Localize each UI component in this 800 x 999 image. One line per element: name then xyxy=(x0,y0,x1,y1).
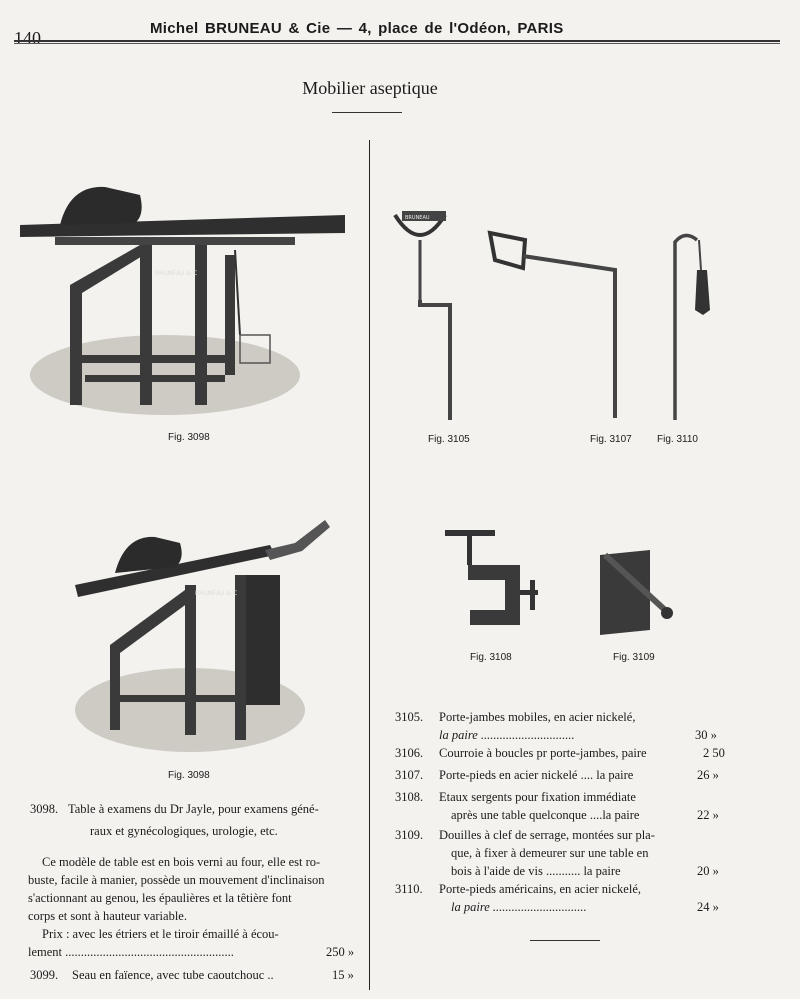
exam-table-illustration-bottom xyxy=(70,515,330,760)
item-price: 22 » xyxy=(697,808,719,822)
socket-illustration xyxy=(595,545,685,640)
item-number: 3107. xyxy=(395,768,424,782)
fig-label-3110: Fig. 3110 xyxy=(657,434,698,445)
item-line1: Porte-pieds en acier nickelé .... la paire xyxy=(439,768,634,782)
item-line1: Porte-pieds américains, en acier nickelé, xyxy=(439,882,641,896)
item-price: 15 » xyxy=(332,968,354,982)
item-number: 3108. xyxy=(395,790,424,804)
fig-label-3105: Fig. 3105 xyxy=(428,434,470,445)
item-line1: Etaux sergents pour fixation immédiate xyxy=(439,790,636,804)
item-price: 2 50 xyxy=(703,746,725,760)
item-description-line1: Table à examens du Dr Jayle, pour examens géné- xyxy=(68,802,319,816)
header-rule xyxy=(14,40,780,42)
title-rule xyxy=(332,112,402,113)
item-line3: bois à l'aide de vis ........... la paire xyxy=(451,864,621,878)
paragraph-line: s'actionnant au genou, les épaulières et la têtière font xyxy=(28,891,292,905)
item-price: 20 » xyxy=(697,864,719,878)
item-price: 24 » xyxy=(697,900,719,914)
item-line2: la paire .............................. xyxy=(451,900,587,914)
paragraph-line: buste, facile à manier, possède un mouvement d'inclinaison xyxy=(28,873,325,887)
item-number: 3105. xyxy=(395,710,424,724)
item-number: 3098. xyxy=(30,802,59,816)
right-item-list xyxy=(395,708,775,938)
fig-label-3098-bottom: Fig. 3098 xyxy=(168,770,210,781)
item-number: 3110. xyxy=(395,882,423,896)
price-line-1: Prix : avec les étriers et le tiroir émaillé à écou- xyxy=(42,927,279,941)
page-number: 140 xyxy=(14,28,41,48)
item-price: 26 » xyxy=(697,768,719,782)
item-line2: après une table quelconque ....la paire xyxy=(451,808,640,822)
price-value: 250 » xyxy=(326,945,355,959)
page-header: Michel BRUNEAU & Cie — 4, place de l'Odéon, PARIS xyxy=(150,20,564,37)
price-line-2: lement ...................................................... xyxy=(28,945,234,959)
description-paragraph xyxy=(28,853,358,925)
price-line xyxy=(28,925,368,961)
item-line1: Porte-jambes mobiles, en acier nickelé, xyxy=(439,710,636,724)
fig-label-3107: Fig. 3107 xyxy=(590,434,632,445)
leg-support-illustration xyxy=(390,205,460,425)
price-line-2-wrapper xyxy=(28,943,368,961)
item-price: 30 » xyxy=(695,728,717,742)
item-number: 3106. xyxy=(395,746,424,760)
fig-label-3108: Fig. 3108 xyxy=(470,652,512,663)
item-number: 3109. xyxy=(395,828,424,842)
item-line1: Douilles à clef de serrage, montées sur pla- xyxy=(439,828,655,842)
section-title: Mobilier aseptique xyxy=(302,78,438,98)
fig-label-3109: Fig. 3109 xyxy=(613,652,655,663)
item-line2: que, à fixer à demeurer sur une table en xyxy=(451,846,649,860)
engraved-brand-2: BRUNEAU & C xyxy=(195,590,238,597)
item-line2: la paire .............................. xyxy=(439,728,575,742)
item-line1: Courroie à boucles pr porte-jambes, paire xyxy=(439,746,647,760)
bottom-rule xyxy=(530,940,600,941)
foot-rest-illustration xyxy=(485,228,625,423)
header-rule-thin xyxy=(14,43,780,44)
paragraph-line: Ce modèle de table est en bois verni au four, elle est ro- xyxy=(42,855,321,869)
engraved-brand: BRUNEAU & C xyxy=(155,270,198,277)
american-foot-rest-illustration xyxy=(665,230,715,425)
exam-table-illustration-top xyxy=(15,175,355,425)
item-description: Seau en faïence, avec tube caoutchouc .. xyxy=(72,968,274,982)
item-number: 3099. xyxy=(30,968,59,982)
fig-label-3098-top: Fig. 3098 xyxy=(168,432,210,443)
clamp-illustration xyxy=(440,525,545,640)
item-description-line2: raux et gynécologiques, urologie, etc. xyxy=(90,824,278,838)
column-divider xyxy=(369,140,370,990)
paragraph-line: corps et sont à hauteur variable. xyxy=(28,909,187,923)
engraved-bruneau: BRUNEAU xyxy=(405,215,430,221)
